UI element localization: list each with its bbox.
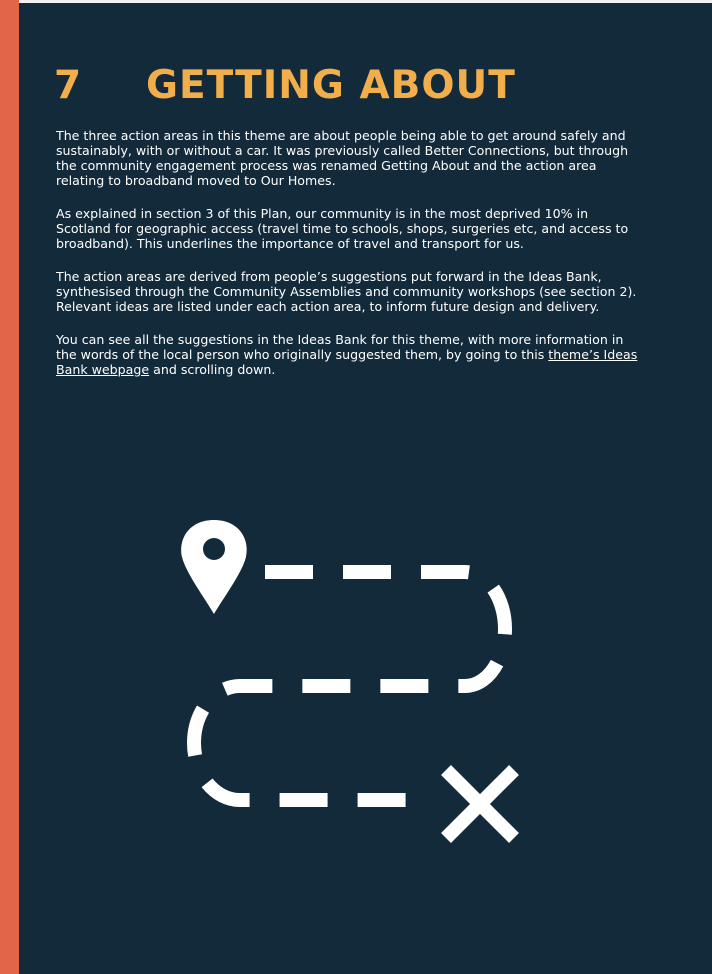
paragraph-1: The three action areas in this theme are about people being able to get around safely and sustainably, with or without a car. It was previously called Better Connections, but through the community engagement process was renamed Getting About and the action area relating to broadband moved to Our Homes. (56, 128, 629, 188)
paragraph-2: As explained in section 3 of this Plan, our community is in the most deprived 10% in Scotland for geographic access (travel time to schools, shops, surgeries etc, and access to broadband). This underlines the importance of travel and transport for us. (56, 206, 629, 251)
section-heading (54, 60, 516, 110)
route-illustration (0, 500, 712, 860)
section-intro (56, 128, 646, 395)
dashed-route-path (194, 572, 505, 800)
section-number: 7 (54, 62, 83, 108)
paragraph-3: The action areas are derived from people’s suggestions put forward in the Ideas Bank, synthesised through the Community Assemblies and community workshops (see section 2). Relevant ideas are listed under each action area, to inform future design and delivery. (56, 269, 637, 314)
map-pin-icon (181, 520, 247, 614)
x-mark-icon (446, 770, 514, 838)
ideas-bank-link[interactable]: theme’s Ideas Bank webpage (56, 347, 638, 377)
section-title: GETTING ABOUT (146, 62, 516, 108)
paragraph-4 (56, 332, 646, 377)
paragraph-4-after: and scrolling down. (149, 362, 276, 377)
page-top-edge (0, 0, 712, 3)
paragraph-4-before: You can see all the suggestions in the Ideas Bank for this theme, with more information in the words of the local person who originally suggested them, by going to this (56, 332, 624, 362)
